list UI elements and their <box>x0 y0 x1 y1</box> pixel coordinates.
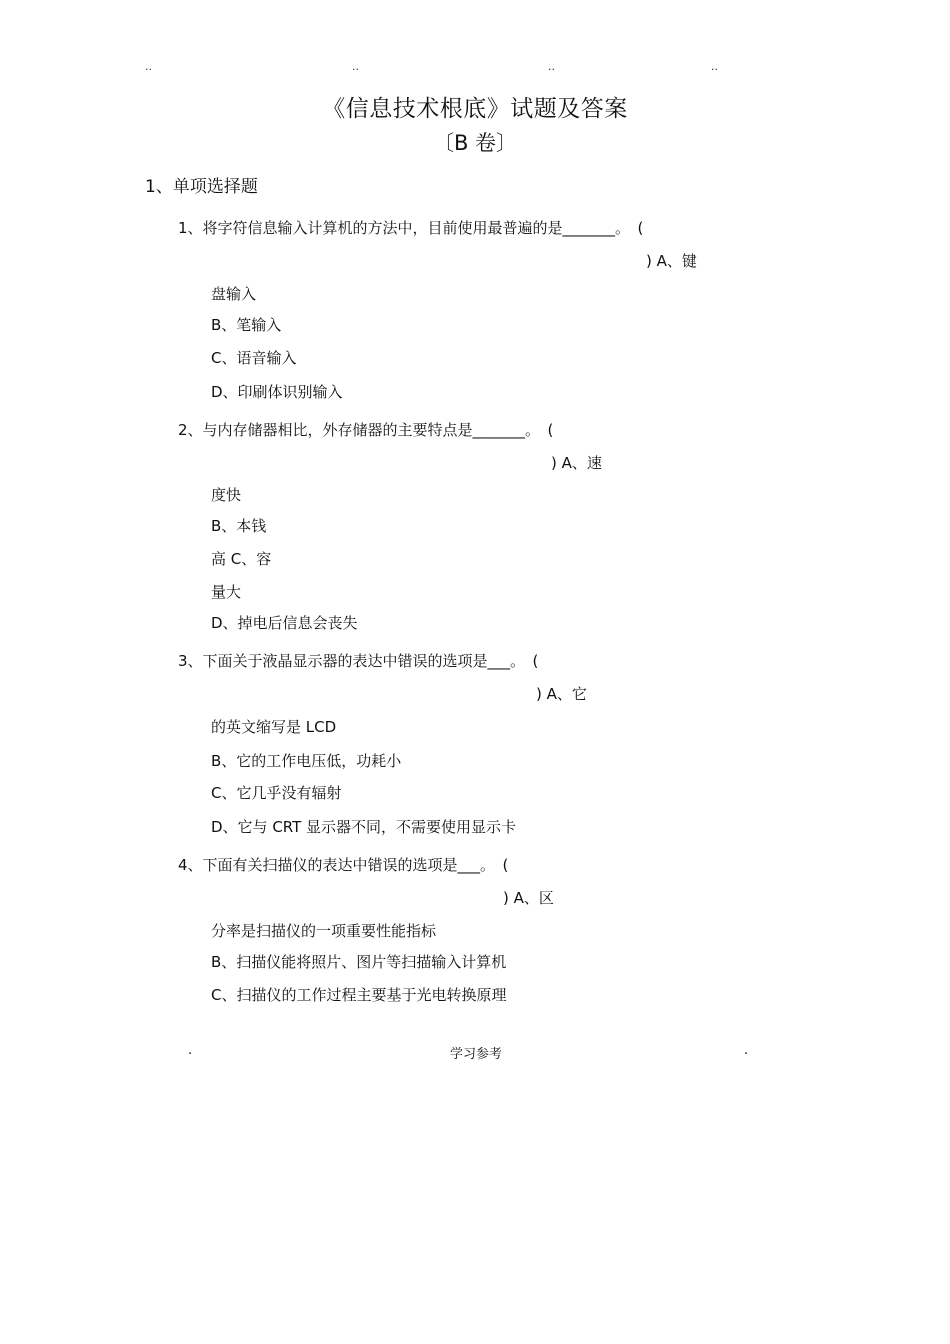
header-dot: .. <box>548 60 555 73</box>
question-stem: 2、与内存储器相比，外存储器的主要特点是_______。 ( <box>178 421 554 439</box>
header-dot: .. <box>145 60 152 73</box>
question-line: 盘输入 <box>211 285 257 303</box>
header-dot: .. <box>711 60 718 73</box>
footer-center: 学习参考 <box>450 1047 503 1062</box>
option-c: C、它几乎没有辐射 <box>211 784 342 802</box>
option-b: B、它的工作电压低，功耗小 <box>211 752 402 770</box>
question-line: 度快 <box>211 486 242 504</box>
option-c: 高 C、容 <box>211 550 272 568</box>
question-line: 的英文缩写是 LCD <box>211 718 337 736</box>
document-subtitle: 〔B 卷〕 <box>432 131 518 155</box>
section-heading: 1、单项选择题 <box>145 177 258 197</box>
option-b: B、本钱 <box>211 517 267 535</box>
question-stem-tail: ) A、区 <box>503 889 554 907</box>
option-b: B、扫描仪能将照片、图片等扫描输入计算机 <box>211 953 507 971</box>
option-d: D、掉电后信息会丧失 <box>211 614 358 632</box>
question-stem-tail: ) A、速 <box>551 454 602 472</box>
option-b: B、笔输入 <box>211 316 282 334</box>
document-title: 《信息技术根底》试题及答案 <box>322 96 628 122</box>
question-stem: 4、下面有关扫描仪的表达中错误的选项是___。 ( <box>178 856 509 874</box>
option-c: C、扫描仪的工作过程主要基于光电转换原理 <box>211 986 507 1004</box>
question-stem: 3、下面关于液晶显示器的表达中错误的选项是___。 ( <box>178 652 539 670</box>
question-stem-tail: ) A、键 <box>646 252 697 270</box>
question-line: 分率是扫描仪的一项重要性能指标 <box>211 922 437 940</box>
option-c: C、语音输入 <box>211 349 297 367</box>
option-d: D、它与 CRT 显示器不同，不需要使用显示卡 <box>211 818 517 836</box>
header-dot: .. <box>352 60 359 73</box>
question-line: 量大 <box>211 583 242 601</box>
question-stem: 1、将字符信息输入计算机的方法中，目前使用最普遍的是_______。 ( <box>178 219 644 237</box>
question-stem-tail: ) A、它 <box>536 685 587 703</box>
footer-left: . <box>188 1043 193 1058</box>
footer-right: . <box>744 1043 749 1058</box>
option-d: D、印刷体识别输入 <box>211 383 343 401</box>
